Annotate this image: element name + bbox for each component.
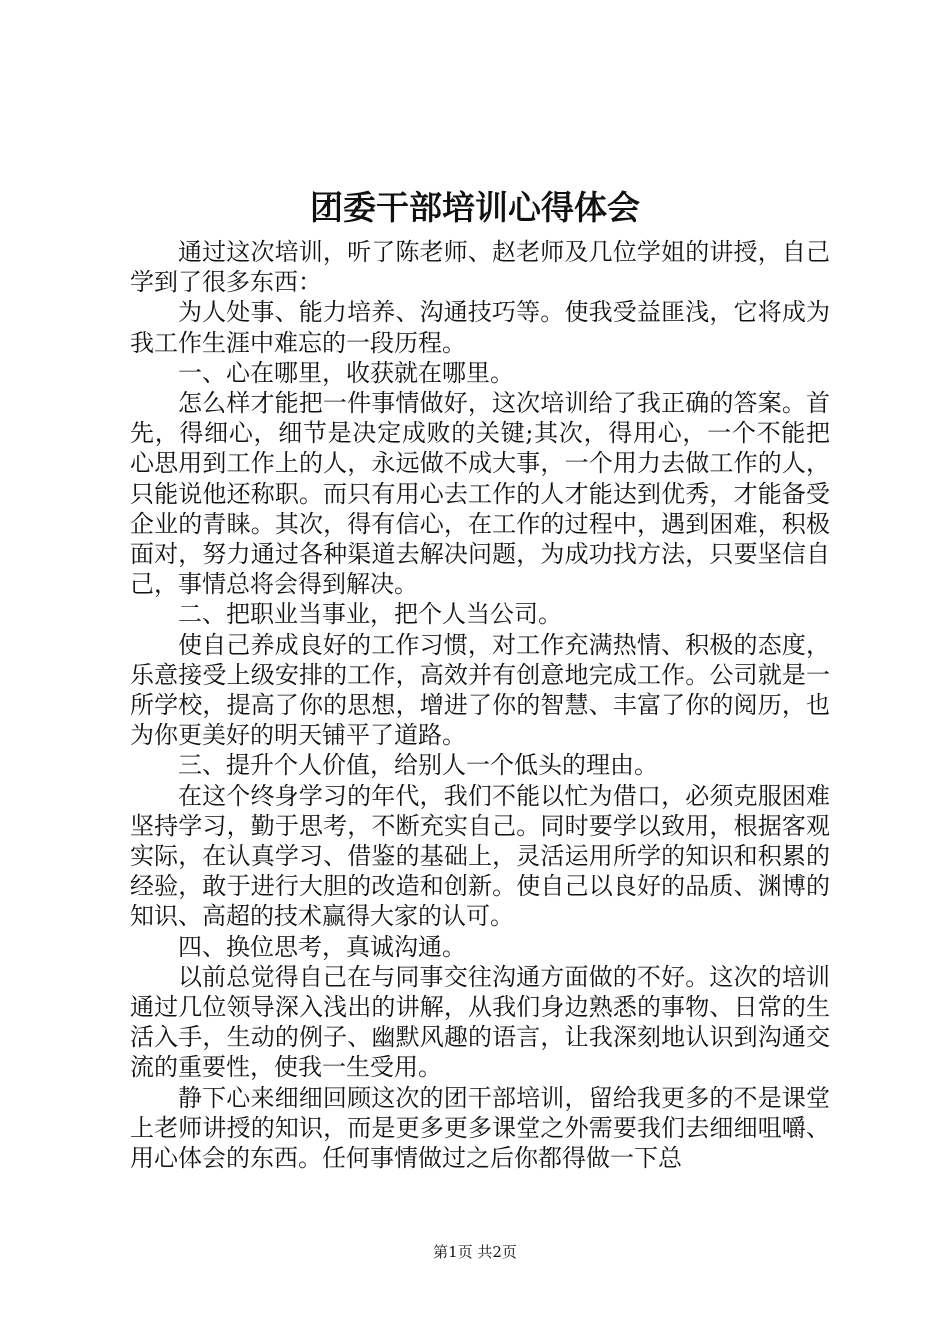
paragraph-4: 使自己养成良好的工作习惯，对工作充满热情、积极的态度，乐意接受上级安排的工作，高效并有创意地完成工作。公司就是一所学校，提高了你的思想，增进了你的智慧、丰富了你的阅历，也为你更美好的明天铺平了道路。 — [130, 630, 830, 750]
paragraph-1: 通过这次培训，听了陈老师、赵老师及几位学姐的讲授，自己学到了很多东西： — [130, 238, 830, 297]
page-number-footer: 第1页 共2页 — [433, 1243, 517, 1261]
section-heading-4: 四、换位思考，真诚沟通。 — [178, 932, 466, 961]
paragraph-7: 静下心来细细回顾这次的团干部培训，留给我更多的不是课堂上老师讲授的知识，而是更多更多课堂之外需要我们去细细咀嚼、用心体会的东西。任何事情做过之后你都得做一下总 — [130, 1083, 830, 1173]
section-heading-1: 一、心在哪里，收获就在哪里。 — [178, 358, 514, 387]
document-body — [130, 237, 830, 1173]
paragraph-6: 以前总觉得自己在与同事交往沟通方面做的不好。这次的培训通过几位领导深入浅出的讲解，从我们身边熟悉的事物、日常的生活入手，生动的例子、幽默风趣的语言，让我深刻地认识到沟通交流的重要性，使我一生受用。 — [130, 962, 830, 1082]
paragraph-5: 在这个终身学习的年代，我们不能以忙为借口，必须克服困难坚持学习，勤于思考，不断充实自己。同时要学以致用，根据客观实际，在认真学习、借鉴的基础上，灵活运用所学的知识和积累的经验，敢于进行大胆的改造和创新。使自己以良好的品质、渊博的知识、高超的技术赢得大家的认可。 — [130, 781, 830, 931]
page-title: 团委干部培训心得体会 — [310, 188, 640, 227]
paragraph-3: 怎么样才能把一件事情做好，这次培训给了我正确的答案。首先，得细心，细节是决定成败的关键;其次，得用心，一个不能把心思用到工作上的人，永远做不成大事，一个用力去做工作的人，只能说他还称职。而只有用心去工作的人才能达到优秀，才能备受企业的青睐。其次，得有信心，在工作的过程中，遇到困难，积极面对，努力通过各种渠道去解决问题，为成功找方法，只要坚信自己，事情总将会得到解决。 — [130, 389, 830, 599]
section-heading-3: 三、提升个人价值，给别人一个低头的理由。 — [178, 751, 658, 780]
paragraph-2: 为人处事、能力培养、沟通技巧等。使我受益匪浅，它将成为我工作生涯中难忘的一段历程。 — [130, 298, 830, 357]
section-heading-2: 二、把职业当事业，把个人当公司。 — [178, 600, 562, 629]
